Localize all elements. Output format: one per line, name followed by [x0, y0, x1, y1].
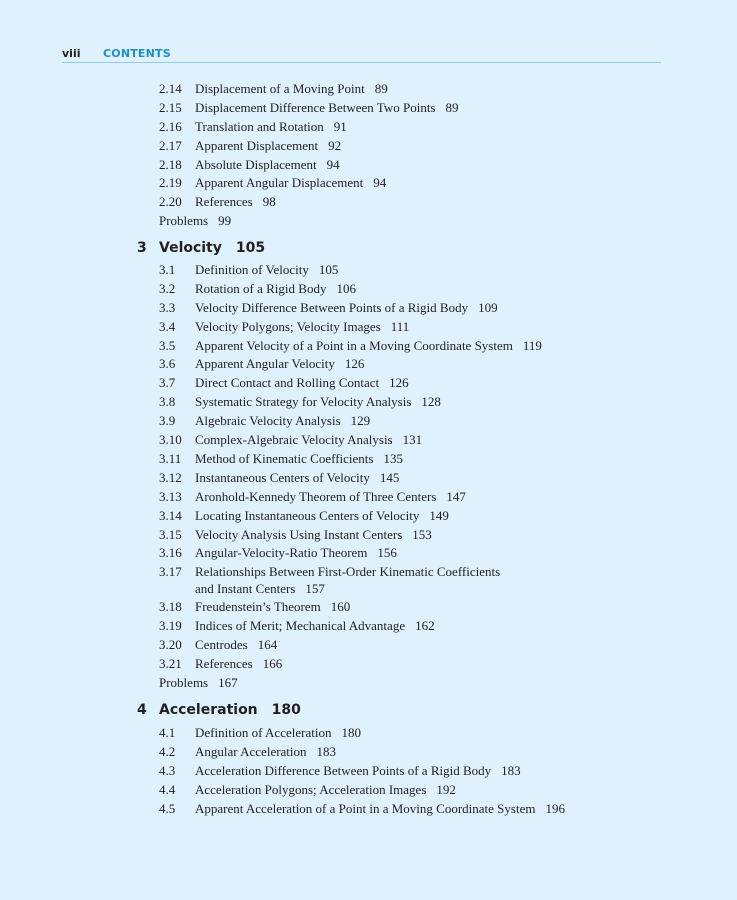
running-head-title: CONTENTS [103, 47, 171, 60]
toc-entry-page: 91 [333, 119, 347, 134]
toc-entry-page: 105 [318, 262, 339, 277]
toc-entry-page: 89 [445, 100, 459, 115]
toc-entry-page: 149 [429, 508, 449, 523]
toc-entry-page: 128 [421, 394, 441, 409]
toc-entry-title: Problems [159, 213, 209, 228]
toc-entry-page: 147 [446, 489, 466, 504]
toc-entry-title: Acceleration Difference Between Points of a Rigid Body [195, 763, 492, 778]
toc-entry-title: Velocity Polygons; Velocity Images [195, 319, 381, 334]
toc-entry-title: Displacement Difference Between Two Points [195, 100, 436, 115]
toc-entry-title: Instantaneous Centers of Velocity [195, 470, 370, 485]
chapter-title: Velocity [159, 240, 222, 256]
toc-entry-title: Aronhold-Kennedy Theorem of Three Centers [195, 489, 437, 504]
toc-entry-page: 135 [383, 451, 403, 466]
toc-entry-title: Complex-Algebraic Velocity Analysis [195, 432, 393, 447]
toc-entry-page: 183 [501, 763, 521, 778]
toc-entry-page: 166 [262, 656, 283, 671]
toc-entry-page: 162 [415, 618, 435, 633]
toc-entry-title: Definition of Acceleration [195, 725, 332, 740]
toc-entry-title: Angular-Velocity-Ratio Theorem [195, 545, 368, 560]
toc-entry-title: Apparent Velocity of a Point in a Moving Coordinate System [195, 338, 513, 353]
toc-entry-page: 109 [478, 300, 498, 315]
toc-entry-page: 180 [341, 725, 361, 740]
toc-entry-page: 183 [316, 744, 337, 759]
toc-entry-title: Apparent Displacement [195, 138, 319, 153]
toc-entry-page: 164 [257, 637, 278, 652]
toc-entry-title: Algebraic Velocity Analysis [195, 413, 341, 428]
chapter-page: 105 [235, 240, 266, 256]
toc-entry-page: 167 [218, 675, 238, 690]
toc-entry-title: Angular Acceleration [195, 744, 307, 759]
toc-entry-title: Systematic Strategy for Velocity Analysis [195, 394, 412, 409]
toc-entry-title: Displacement of a Moving Point [195, 81, 365, 96]
toc-entry-title: Apparent Angular Displacement [195, 175, 364, 190]
toc-entry-page: 192 [436, 782, 456, 797]
toc-entry-title-line2: and Instant Centers [195, 581, 296, 596]
toc-entry-title: Indices of Merit; Mechanical Advantage [195, 618, 406, 633]
chapter-number: 4 [137, 702, 147, 718]
toc-entry-title: Velocity Analysis Using Instant Centers [195, 527, 403, 542]
toc-entry-page: 94 [373, 175, 387, 190]
toc-entry-title: Method of Kinematic Coefficients [195, 451, 374, 466]
toc-entry-page: 153 [412, 527, 432, 542]
toc-entry-title: Absolute Displacement [195, 157, 317, 172]
page-number: viii [62, 47, 81, 60]
toc-entry-page: 94 [326, 157, 340, 172]
toc-entry-page: 145 [379, 470, 400, 485]
toc-entry-title: Centrodes [195, 637, 248, 652]
toc-entry-page: 106 [336, 281, 356, 296]
toc-entry-title: Translation and Rotation [195, 119, 324, 134]
toc-entry-page: 98 [262, 194, 276, 209]
chapter-title: Acceleration [159, 702, 258, 718]
chapter-page: 180 [271, 702, 301, 718]
toc-entry-title: References [195, 656, 253, 671]
toc-entry-page: 129 [350, 413, 371, 428]
toc-entry-title: Freudenstein’s Theorem [195, 599, 321, 614]
toc-entry-page: 131 [402, 432, 423, 447]
toc-entry-title: Problems [159, 675, 209, 690]
toc-entry-title: Rotation of a Rigid Body [195, 281, 327, 296]
toc-entry-title: Apparent Angular Velocity [195, 356, 335, 371]
toc-entry-page: 160 [330, 599, 351, 614]
toc-entry-page: 99 [218, 213, 232, 228]
toc-entry-page: 111 [390, 319, 410, 334]
toc-entry-page: 126 [389, 375, 409, 390]
toc-entry-title: Acceleration Polygons; Acceleration Images [195, 782, 427, 797]
chapter-number: 3 [137, 240, 147, 256]
page-header [62, 46, 661, 63]
toc-entry-page: 157 [305, 581, 325, 596]
toc-entry-title: Relationships Between First-Order Kinematic Coefficients [195, 564, 501, 579]
toc-entry-page: 156 [377, 545, 397, 560]
toc-entry-title: Definition of Velocity [195, 262, 309, 277]
toc-entry-title: Velocity Difference Between Points of a Rigid Body [195, 300, 469, 315]
toc-entry-title: Apparent Acceleration of a Point in a Moving Coordinate System [195, 801, 536, 816]
toc-entry-title: References [195, 194, 253, 209]
toc-entry-title: Locating Instantaneous Centers of Velocity [195, 508, 420, 523]
toc-entry-page: 196 [545, 801, 565, 816]
toc-entry-page: 126 [344, 356, 365, 371]
toc-entry-title: Direct Contact and Rolling Contact [195, 375, 380, 390]
toc-entry-page: 92 [328, 138, 342, 153]
toc-entry-page: 89 [374, 81, 388, 96]
toc-entry-page: 119 [522, 338, 542, 353]
